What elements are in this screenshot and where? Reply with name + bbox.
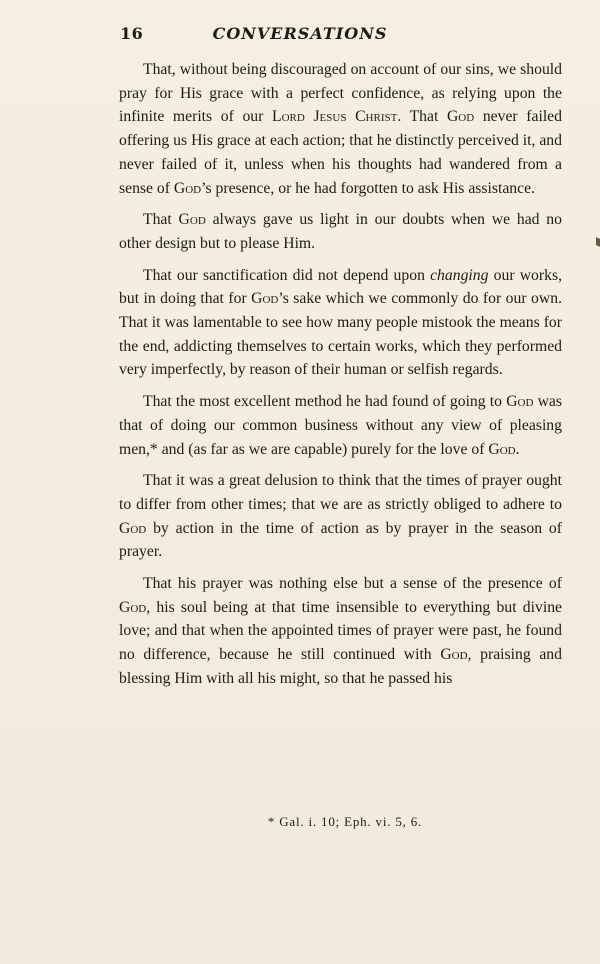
text-run: never failed offering us His grace at each action; that he distinctly perceived it, and never failed of it, unless when his thoughts had wandered from a sense of [119, 108, 562, 197]
small-caps-run: God [173, 179, 202, 197]
text-run: ’s presence, or he had forgotten to ask His assistance. [201, 179, 535, 197]
text-run: That the most excellent method he had found of going to [143, 393, 507, 411]
small-caps-run: God [440, 646, 468, 664]
text-run: , his soul being at that time insensible to everything but divine love; and that when the appointed times of prayer were past, he found no difference, because he still continued with [119, 598, 562, 664]
small-caps-run: God [488, 440, 516, 458]
paragraph-2 [119, 208, 562, 255]
small-caps-run: God [251, 290, 279, 308]
small-caps-run: God [119, 598, 147, 616]
text-run: . That [397, 108, 447, 126]
small-caps-run: Lord Jesus Christ [272, 108, 398, 126]
text-run: That [143, 211, 179, 229]
paragraph-3 [119, 264, 562, 383]
text-run: was that of doing our common business without any view of pleasing men,* and (as far as we are capable) purely for the love of [119, 393, 562, 458]
italic-run: changing [430, 266, 489, 284]
text-run: That it was a great delusion to think that the times of prayer ought to differ from other times; that we are as strictly obliged to adhere to [119, 472, 562, 513]
small-caps-run: God [446, 108, 475, 126]
small-caps-run: God [178, 211, 206, 229]
small-caps-run: God [506, 393, 534, 411]
footnote: * Gal. i. 10; Eph. vi. 5, 6. [267, 814, 423, 829]
small-caps-run: God [119, 519, 147, 537]
text-run: That our sanctification did not depend upon [143, 266, 431, 284]
paragraph-6 [119, 572, 562, 691]
text-run: our works, but in doing that for [119, 266, 562, 308]
paragraph-4 [119, 390, 562, 461]
text-run: That, without being discouraged on account of our sins, we should pray for His grace with a perfect confidence, as relying upon the infinite merits of our [119, 61, 562, 126]
text-run: That his prayer was nothing else but a sense of the presence of [143, 575, 562, 593]
body-text [119, 58, 562, 699]
page-number: 16 [120, 24, 144, 43]
text-run: always gave us light in our doubts when we had no other design but to please Him. [119, 211, 562, 252]
paragraph-1 [119, 58, 562, 200]
paragraph-5 [119, 469, 562, 564]
text-run: by action in the time of action as by prayer in the season of prayer. [119, 519, 562, 561]
text-run: . [515, 440, 520, 458]
running-head: CONVERSATIONS [212, 24, 388, 43]
text-run: ’s sake which we commonly do for our own. That it was lamentable to see how many people mistook the means for the end, addicting themselves to certain works, which they performed very imperfectly, by reason of their human or selfish regards. [119, 290, 562, 379]
page-edge-mark [596, 237, 600, 247]
text-run: , praising and blessing Him with all his might, so that he passed his [119, 646, 562, 687]
